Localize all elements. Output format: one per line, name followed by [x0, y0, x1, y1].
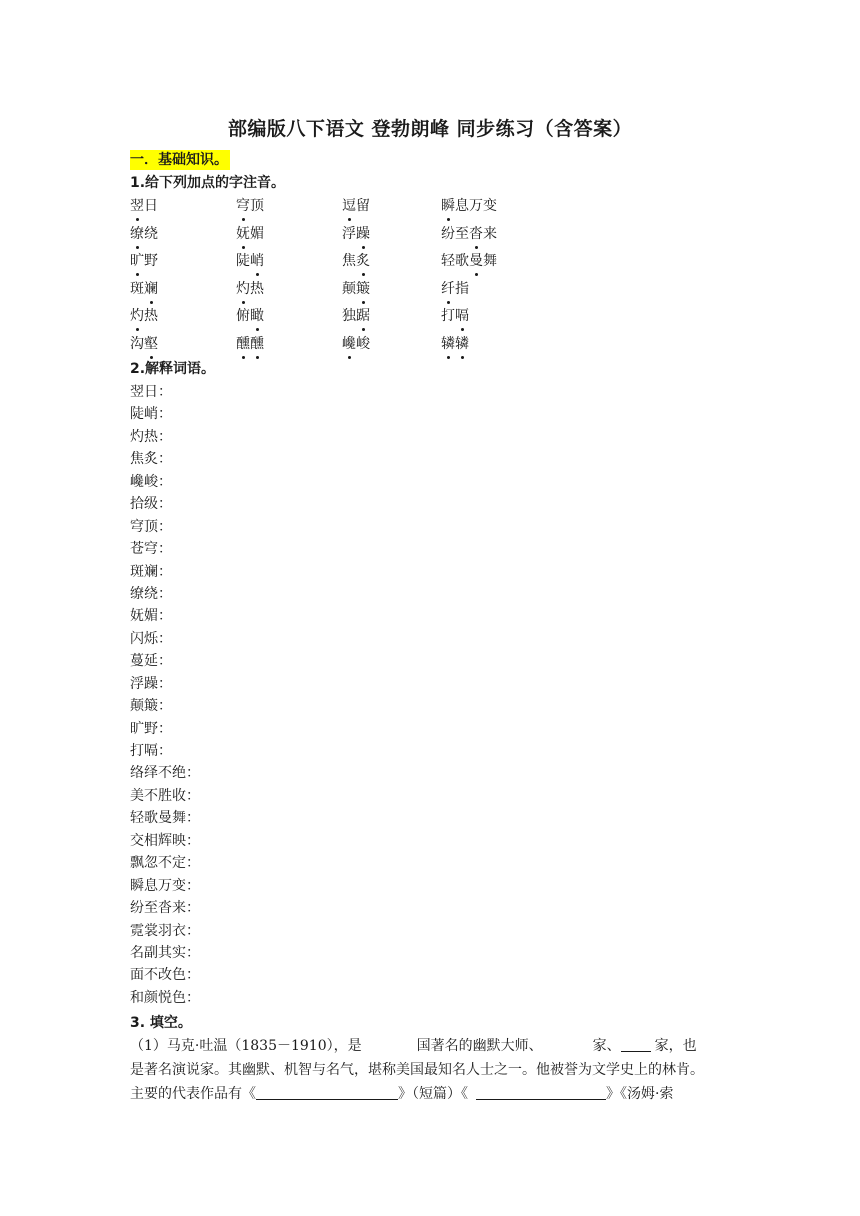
fill-line-2: 是著名演说家。其幽默、机智与名气，堪称美国最知名人士之一。他被誉为文学史上的林肯。	[130, 1062, 704, 1078]
pinyin-word	[441, 223, 497, 245]
character: 指	[455, 280, 469, 297]
pinyin-word	[236, 333, 264, 355]
term-item: 灼热：	[130, 428, 172, 445]
pinyin-word	[342, 195, 370, 217]
term-item: 和颜悦色：	[130, 989, 200, 1006]
pinyin-word	[342, 305, 370, 327]
fill-text: 》（短篇）《	[398, 1086, 468, 1102]
character: 来	[483, 225, 497, 242]
pinyin-word	[130, 305, 158, 327]
character: 顶	[250, 198, 264, 214]
character: 媚	[250, 225, 264, 242]
character: 打	[441, 308, 455, 324]
character: 纷	[441, 225, 455, 242]
dotted-character: 簸	[356, 278, 370, 300]
dotted-character: 峭	[250, 250, 264, 272]
term-item: 穹顶：	[130, 518, 172, 535]
fill-text: 主要的代表作品有《	[130, 1086, 256, 1102]
fill-in-paragraph	[130, 1034, 730, 1106]
dotted-character: 瞬	[441, 195, 455, 217]
fill-line-1	[130, 1034, 730, 1058]
term-item: 斑斓：	[130, 563, 172, 580]
pinyin-word	[130, 223, 158, 245]
pinyin-word	[441, 305, 469, 327]
pinyin-word	[130, 333, 158, 355]
pinyin-word	[130, 195, 158, 217]
dotted-character: 灼	[236, 278, 250, 300]
character: 日	[144, 198, 158, 214]
character: 斑	[130, 280, 144, 297]
term-item: 拾级：	[130, 496, 172, 513]
term-item: 浮躁：	[130, 675, 172, 692]
question-3-heading: 3. 填空。	[130, 1015, 192, 1031]
pinyin-word	[236, 305, 264, 327]
character: 息	[455, 198, 469, 214]
character: 俯	[236, 308, 250, 324]
dotted-character: 瞰	[250, 305, 264, 327]
pinyin-word	[130, 278, 158, 300]
term-item: 缭绕：	[130, 585, 172, 602]
character: 留	[356, 198, 370, 214]
dotted-character: 旷	[130, 250, 144, 272]
term-list	[130, 381, 200, 1009]
question-2-heading: 2.解释词语。	[130, 361, 216, 377]
dotted-character: 逗	[342, 195, 356, 217]
pinyin-word	[342, 223, 370, 245]
dotted-character: 炙	[356, 250, 370, 272]
term-item: 络绎不绝：	[130, 765, 200, 782]
dotted-character: 穹	[236, 195, 250, 217]
fill-text: 国著名的幽默大师、	[416, 1038, 543, 1054]
character: 峻	[356, 335, 370, 352]
section-heading-basics: 一．基础知识。	[130, 152, 228, 168]
term-item: 打嗝：	[130, 743, 172, 759]
dotted-character: 灼	[130, 305, 144, 327]
dotted-character: 妩	[236, 223, 250, 245]
fill-line-3	[130, 1082, 730, 1106]
pinyin-word	[236, 250, 264, 272]
dotted-character: 辚	[441, 333, 455, 355]
fill-text: 》《汤姆·索	[606, 1086, 674, 1102]
term-item: 瞬息万变：	[130, 877, 200, 894]
term-item: 轻歌曼舞：	[130, 810, 200, 827]
character: 颠	[342, 280, 356, 297]
fill-blank[interactable]	[256, 1084, 398, 1100]
pinyin-word	[236, 195, 264, 217]
pinyin-word	[441, 250, 497, 272]
term-item: 陡峭：	[130, 406, 172, 423]
character: 轻	[441, 253, 455, 269]
character: 舞	[483, 253, 497, 269]
dotted-character: 缭	[130, 223, 144, 245]
character: 陡	[236, 253, 250, 269]
pinyin-word	[441, 278, 469, 300]
character: 热	[144, 308, 158, 324]
dotted-character: 沓	[469, 223, 483, 245]
term-item: 颠簸：	[130, 698, 172, 715]
character: 热	[250, 280, 264, 297]
term-item: 蔓延：	[130, 653, 172, 670]
term-item: 飘忽不定：	[130, 855, 200, 872]
pinyin-word	[441, 195, 497, 217]
fill-blank[interactable]	[476, 1084, 606, 1100]
dotted-character: 辚	[455, 333, 469, 355]
fill-text: 家，也	[654, 1038, 697, 1054]
dotted-character: 醺	[250, 333, 264, 355]
dotted-character: 斓	[144, 278, 158, 300]
pinyin-word	[441, 333, 469, 355]
term-item: 闪烁：	[130, 630, 172, 647]
pinyin-word	[236, 278, 264, 300]
term-item: 焦炙：	[130, 451, 172, 468]
question-1-heading: 1.给下列加点的字注音。	[130, 175, 286, 191]
character: 歌	[455, 253, 469, 269]
dotted-character: 醺	[236, 333, 250, 355]
character: 焦	[342, 253, 356, 269]
character: 绕	[144, 225, 158, 242]
character: 万	[469, 198, 483, 214]
term-item: 旷野：	[130, 720, 172, 737]
dotted-character: 躁	[356, 223, 370, 245]
fill-blank[interactable]	[621, 1036, 651, 1052]
dotted-character: 嗝	[455, 305, 469, 327]
dotted-character: 巉	[342, 333, 356, 355]
character: 变	[483, 198, 497, 214]
pinyin-word	[342, 333, 370, 355]
dotted-character: 翌	[130, 195, 144, 217]
term-item: 交相辉映：	[130, 832, 200, 849]
term-item: 巉峻：	[130, 473, 172, 490]
dotted-character: 曼	[469, 250, 483, 272]
fill-text: 家、	[592, 1038, 621, 1054]
term-item: 美不胜收：	[130, 787, 200, 804]
character: 至	[455, 225, 469, 242]
term-item: 面不改色：	[130, 967, 200, 984]
fill-text: （1）马克·吐温（1835－1910），是	[130, 1038, 362, 1054]
term-item: 纷至沓来：	[130, 900, 200, 917]
dotted-character: 踞	[356, 305, 370, 327]
pinyin-word	[130, 250, 158, 272]
term-item: 霓裳羽衣：	[130, 922, 200, 939]
dotted-character: 壑	[144, 333, 158, 355]
term-item: 翌日：	[130, 384, 172, 400]
character: 独	[342, 308, 356, 324]
character: 浮	[342, 225, 356, 242]
character: 沟	[130, 335, 144, 352]
pinyin-word	[342, 278, 370, 300]
pinyin-word	[342, 250, 370, 272]
character: 野	[144, 253, 158, 269]
document-title: 部编版八下语文 登勃朗峰 同步练习（含答案）	[227, 118, 633, 140]
term-item: 名副其实：	[130, 944, 200, 961]
pinyin-word	[236, 223, 264, 245]
term-item: 妩媚：	[130, 608, 172, 625]
term-item: 苍穹：	[130, 541, 172, 558]
dotted-character: 纤	[441, 278, 455, 300]
